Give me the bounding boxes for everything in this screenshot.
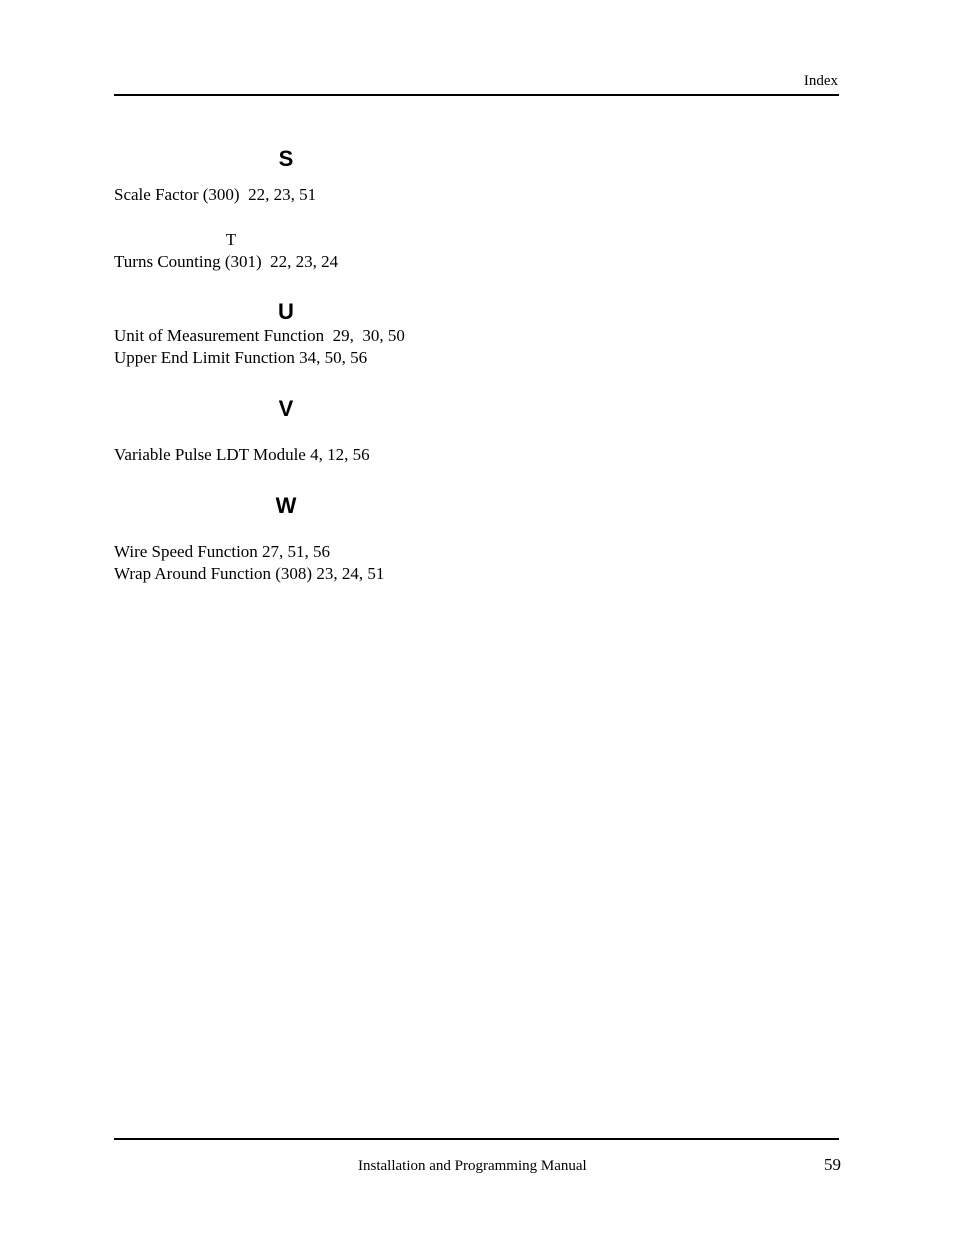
index-entry: Wrap Around Function (308) 23, 24, 51	[114, 564, 385, 583]
index-entry: Turns Counting (301) 22, 23, 24	[114, 252, 339, 271]
header-rule	[114, 94, 839, 96]
footer-title: Installation and Programming Manual	[358, 1158, 587, 1174]
index-letter-w: W	[275, 493, 297, 518]
index-entry: Variable Pulse LDT Module 4, 12, 56	[114, 445, 370, 464]
page-number: 59	[824, 1155, 841, 1174]
index-entry: Wire Speed Function 27, 51, 56	[114, 542, 331, 561]
index-letter-t: T	[225, 230, 237, 249]
index-entry: Upper End Limit Function 34, 50, 56	[114, 348, 368, 367]
index-letter-v: V	[278, 396, 294, 421]
index-entry: Scale Factor (300) 22, 23, 51	[114, 185, 317, 204]
footer-rule	[114, 1138, 839, 1140]
index-letter-s: S	[278, 146, 294, 171]
index-entry: Unit of Measurement Function 29, 30, 50	[114, 326, 405, 345]
index-letter-u: U	[278, 299, 294, 324]
page-header-label: Index	[803, 73, 838, 89]
